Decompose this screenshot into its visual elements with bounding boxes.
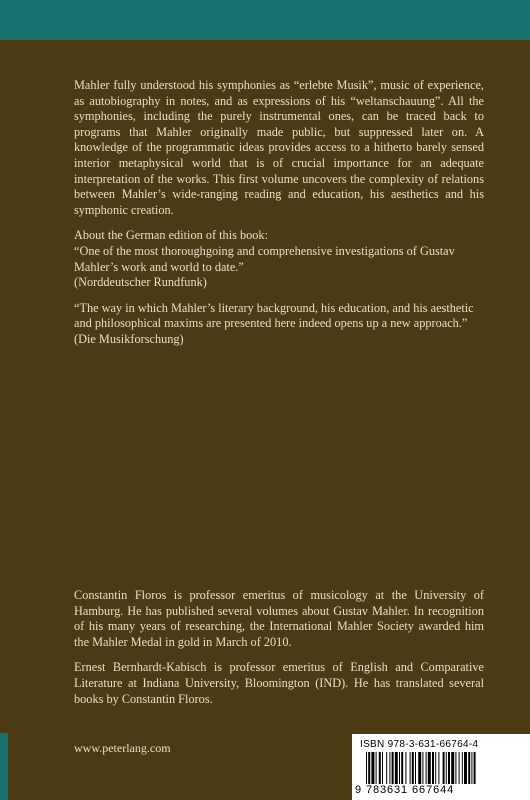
barcode-bar — [412, 752, 414, 784]
blurb-paragraph: Mahler fully understood his symphonies as “erlebte Musik”, music of experience, as autobiography in notes, and as expressions of his “weltanschauung”. All the symphonies, including the purely instrumental ones, can be traced back to programs that Mahler originally made public, but suppressed later on. A knowledge of the programmatic ideas provides access to a hitherto barely sensed interior metaphysical world that is of crucial importance for an adequate interpretation of the works. This first volume uncovers the complexity of relations between Mahler’s wide-ranging reading and education, his aesthetics and his symphonic creation. — [74, 78, 484, 217]
barcode — [352, 734, 530, 800]
review-source-1: (Norddeutscher Rundfunk) — [74, 275, 207, 290]
biographies — [74, 588, 484, 707]
barcode-bar — [432, 752, 434, 784]
barcode-bar — [448, 752, 450, 784]
barcode-bar — [379, 752, 381, 784]
isbn-label: ISBN 978-3-631-66764-4 — [360, 739, 479, 750]
barcode-bar — [366, 752, 367, 784]
barcode-bar — [422, 752, 423, 784]
barcode-digits: 9 783631 667644 — [355, 784, 455, 796]
barcode-bar — [446, 752, 447, 784]
barcode-bar — [415, 752, 416, 784]
back-cover-text — [74, 78, 484, 348]
barcode-bar — [462, 752, 463, 784]
barcode-bar — [435, 752, 436, 784]
barcode-bar — [459, 752, 460, 784]
barcode-bar — [443, 752, 445, 784]
barcode-bar — [426, 752, 427, 784]
barcode-bar — [471, 752, 472, 784]
barcode-bar — [468, 752, 470, 784]
translator-bio: Ernest Bernhardt-Kabisch is professor emeritus of English and Comparative Literature at Indiana University, Bloomington (IND). He has translated several books by Constantin Floros. — [74, 660, 484, 706]
barcode-bar — [368, 752, 370, 784]
author-bio: Constantin Floros is professor emeritus of musicology at the University of Hamburg. He has published several volumes about Gustav Mahler. In recognition of his many years of researching, the International Mahler Society awarded him the Mahler Medal in gold in March of 2010. — [74, 588, 484, 649]
barcode-bar — [474, 752, 476, 784]
barcode-bar — [382, 752, 383, 784]
review-quote-2: “The way in which Mahler’s literary background, his education, and his aesthetic and philosophical maxims are presented here indeed opens up a new approach.” — [74, 300, 474, 331]
bottom-left-color-band — [0, 733, 8, 800]
barcode-bar — [428, 752, 431, 784]
barcode-bar — [410, 752, 411, 784]
barcode-bar — [405, 752, 406, 784]
barcode-bar — [376, 752, 377, 784]
barcode-bar — [371, 752, 374, 784]
barcode-bar — [451, 752, 454, 784]
barcode-bar — [464, 752, 467, 784]
barcode-bar — [399, 752, 400, 784]
review-source-2: (Die Musikforschung) — [74, 331, 184, 346]
barcode-bar — [438, 752, 439, 784]
barcode-bar — [455, 752, 456, 784]
barcode-bar — [418, 752, 421, 784]
barcode-bar — [386, 752, 387, 784]
review-intro: About the German edition of this book: — [74, 228, 268, 243]
barcode-bar — [389, 752, 390, 784]
review-quote-1: “One of the most thoroughgoing and comprehensive investigations of Gustav Mahler’s work and world to date.” — [74, 243, 455, 274]
publisher-url[interactable]: www.peterlang.com — [74, 741, 171, 755]
barcode-bar — [401, 752, 403, 784]
barcode-bar — [395, 752, 398, 784]
barcode-bar — [392, 752, 394, 784]
top-color-band — [0, 0, 530, 40]
barcode-bars — [366, 752, 528, 784]
